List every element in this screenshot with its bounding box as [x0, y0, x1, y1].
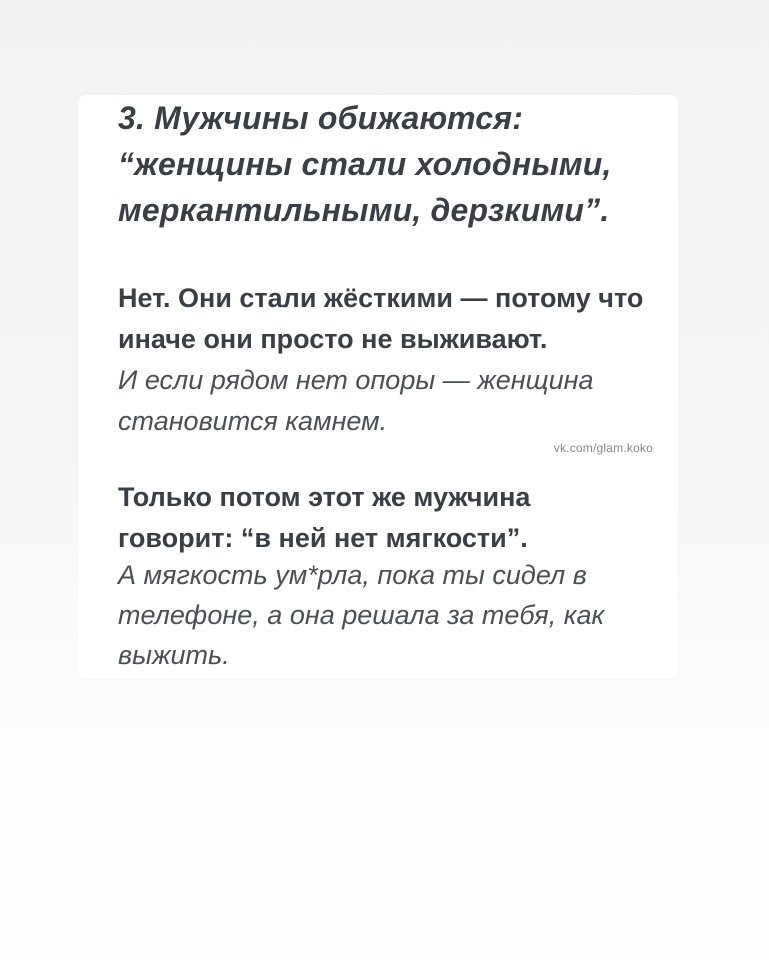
- paragraph-1-bold: [118, 278, 643, 360]
- heading-line-1: 3. Мужчины обижаются:: [118, 100, 524, 136]
- paragraph-1-italic: [118, 360, 594, 442]
- text-line: выжить.: [118, 640, 230, 670]
- paragraph-2-italic: [118, 555, 604, 675]
- text-line: говорит: “в ней нет мягкости”.: [118, 523, 528, 553]
- quote-card: [78, 95, 678, 679]
- text-line: становится камнем.: [118, 406, 388, 436]
- text-line: Только потом этот же мужчина: [118, 482, 531, 512]
- text-line: телефоне, а она решала за тебя, как: [118, 600, 605, 630]
- watermark-link-text: vk.com/glam.koko: [553, 441, 653, 455]
- text-line: И если рядом нет опоры — женщина: [118, 365, 594, 395]
- text-line: Нет. Они стали жёсткими — потому что: [118, 283, 644, 313]
- text-line: А мягкость ум*рла, пока ты сидел в: [118, 560, 587, 590]
- paragraph-2-bold: [118, 477, 530, 559]
- heading-line-3: меркантильными, дерзкими”.: [118, 192, 610, 228]
- text-line: иначе они просто не выживают.: [118, 324, 548, 354]
- heading-line-2: “женщины стали холодными,: [118, 146, 612, 182]
- heading: [118, 95, 612, 233]
